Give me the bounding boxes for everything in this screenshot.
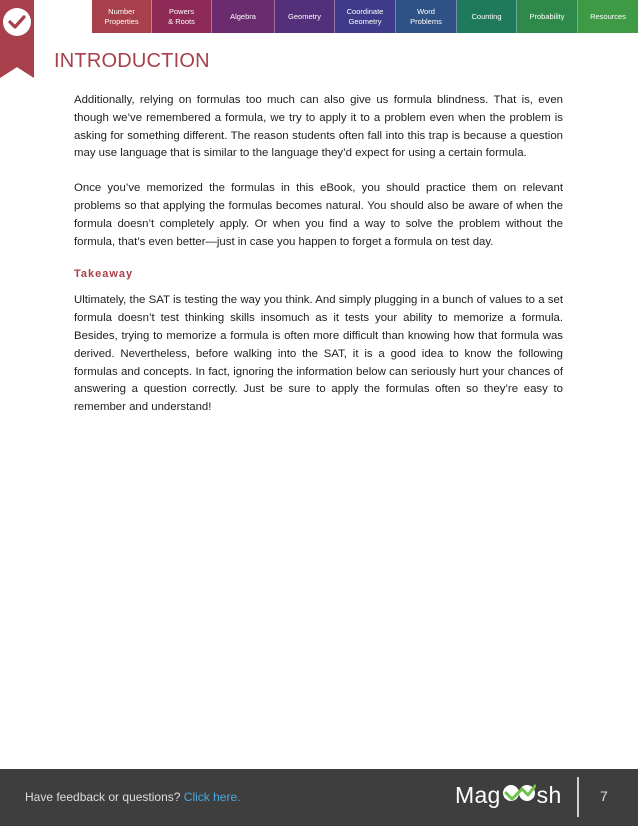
tab-label: Number Properties [104,6,139,26]
tab-powers-roots[interactable] [152,0,212,33]
bookmark-ribbon [0,0,34,78]
body-content [74,92,563,434]
takeaway-heading: Takeaway [74,268,134,281]
tab-counting[interactable] [457,0,517,33]
page-footer [0,769,638,826]
tab-algebra[interactable] [212,0,275,33]
tab-probability[interactable] [517,0,578,33]
paragraph-practice: Once you’ve memorized the formulas in this eBook, you should practice them on relevant problems so that applying the formulas becomes natural. You should also be aware of when the formula doesn’t completely apply. Or when you find a way to solve the problem without the formula, that’s even better—just in case you happen to forget a formula on test day. [74,182,563,248]
checkmark-icon [3,8,31,36]
logo-check-oo-icon [502,782,536,809]
tab-label: Probability [529,11,565,21]
feedback-prompt [25,790,240,804]
tab-resources[interactable] [578,0,638,33]
paragraph-formula-blindness: Additionally, relying on formulas too much can also give us formula blindness. That is, even though we’ve remembered a formula, we try to apply it to a problem even when the problem is asking for something different. The reason students often fall into this trap is because a question may use language that is similar to the language they’d expect for using a certain formula. [74,94,563,160]
feedback-link[interactable]: Click here. [183,790,241,804]
page-number: 7 [600,788,608,804]
tab-word-problems[interactable] [396,0,457,33]
tab-label: Algebra [230,11,256,21]
paragraph-takeaway: Ultimately, the SAT is testing the way you think. And simply plugging in a bunch of values to a set formula doesn’t test thinking skills insomuch as it tests your ability to memorize a formula. Besides, trying to memorize a formula is often more difficult than knowing how that formula was derived. Nevertheless, before walking into the SAT, it is a good idea to know the following formulas and concepts. In fact, ignoring the information below can seriously hurt your chances of answering a question correctly. Just be sure to apply the formulas often so they’re easy to remember and understand! [74,294,563,414]
tab-label: Counting [471,11,502,21]
tab-number-properties[interactable] [92,0,152,33]
feedback-text: Have feedback or questions? [25,790,181,804]
tab-coordinate-geometry[interactable] [335,0,396,33]
tab-geometry[interactable] [275,0,335,33]
section-heading: INTRODUCTION [54,50,210,72]
tab-label: Powers & Roots [168,6,195,26]
chapter-tabs [92,0,638,33]
logo-text-left: Mag [455,781,501,808]
tab-label: Coordinate Geometry [346,6,384,26]
tab-label: Word Problems [410,6,442,26]
tab-label: Geometry [288,11,321,21]
footer-divider [577,777,579,817]
tab-label: Resources [590,11,626,21]
logo-text-right: sh [536,781,562,808]
magoosh-logo [455,780,562,810]
